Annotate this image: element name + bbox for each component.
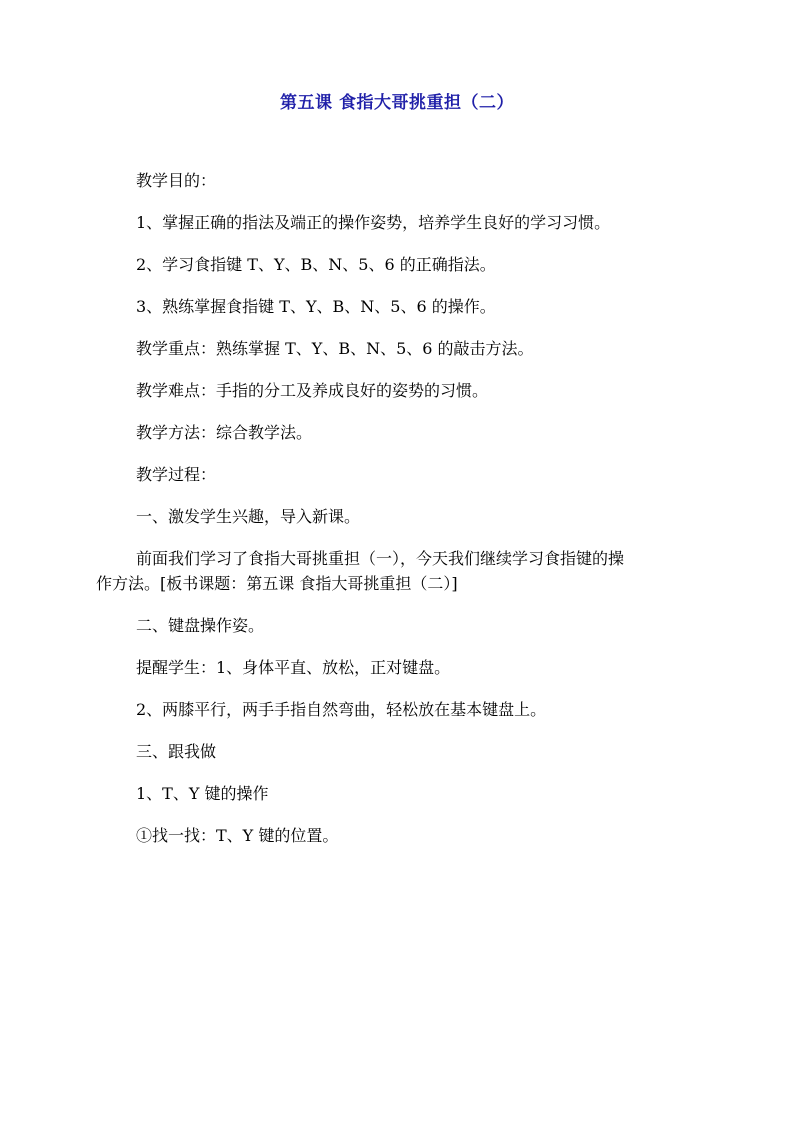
paragraph-find-keys: ①找一找：T、Y 键的位置。 bbox=[136, 826, 339, 845]
paragraph-objective-3: 3、熟练掌握食指键 T、Y、B、N、5、6 的操作。 bbox=[136, 297, 496, 316]
paragraph-method: 教学方法：综合教学法。 bbox=[136, 423, 313, 442]
paragraph-difficulties: 教学难点：手指的分工及养成良好的姿势的习惯。 bbox=[136, 381, 489, 400]
paragraph-intro-line-2: 作方法。[板书课题：第五课 食指大哥挑重担（二）] bbox=[96, 574, 458, 593]
paragraph-key-points: 教学重点：熟练掌握 T、Y、B、N、5、6 的敲击方法。 bbox=[136, 339, 534, 358]
paragraph-section-2: 二、键盘操作姿。 bbox=[136, 616, 265, 635]
lesson-title: 第五课 食指大哥挑重担（二） bbox=[280, 93, 514, 113]
paragraph-objective-2: 2、学习食指键 T、Y、B、N、5、6 的正确指法。 bbox=[136, 255, 496, 274]
paragraph-section-3: 三、跟我做 bbox=[136, 742, 217, 761]
paragraph-intro-line-1: 前面我们学习了食指大哥挑重担（一），今天我们继续学习食指键的操 bbox=[136, 549, 625, 568]
paragraph-process-heading: 教学过程： bbox=[136, 465, 217, 484]
lesson-body bbox=[96, 168, 706, 865]
paragraph-reminder-1: 提醒学生：1、身体平直、放松，正对键盘。 bbox=[136, 658, 451, 677]
paragraph-section-1: 一、激发学生兴趣，导入新课。 bbox=[136, 507, 361, 526]
paragraph-ty-keys: 1、T、Y 键的操作 bbox=[136, 784, 269, 803]
paragraph-intro bbox=[96, 546, 706, 596]
paragraph-objective-1: 1、掌握正确的指法及端正的操作姿势，培养学生良好的学习习惯。 bbox=[136, 213, 611, 232]
paragraph-reminder-2: 2、两膝平行，两手手指自然弯曲，轻松放在基本键盘上。 bbox=[136, 700, 547, 719]
paragraph-objectives-heading: 教学目的： bbox=[136, 171, 217, 190]
